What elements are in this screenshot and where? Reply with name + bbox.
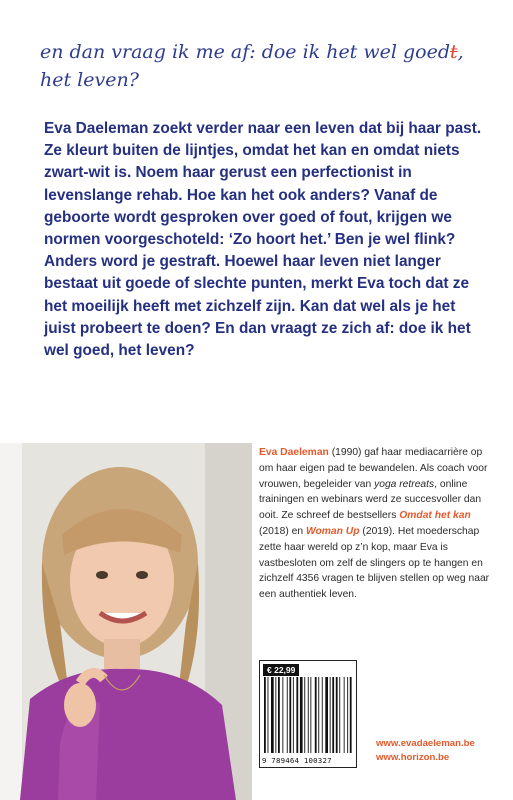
barcode-bar [322,677,323,753]
author-photo-illustration [0,443,252,800]
website-link-publisher[interactable]: www.horizon.be [376,751,450,763]
barcode-bar [310,677,311,753]
author-bio [259,445,494,603]
barcode-bar [289,677,291,753]
barcode-bar [264,677,266,753]
barcode-bar [282,677,283,753]
barcode-bar [308,677,309,753]
barcode-bar [347,677,348,753]
barcode-bar [315,677,317,753]
barcode-bar [278,677,280,753]
isbn-number: 9 789464 100327 [262,756,332,765]
barcode-bar [287,677,288,753]
barcode-bar [296,677,298,753]
bio-text-1: (1990) gaf haar mediacarrière op om haar eigen pad te bewandelen. Als coach voor vrouwen, begeleider van [259,447,488,490]
website-link-author[interactable]: www.evadaeleman.be [376,738,475,749]
barcode-bar [325,677,328,753]
author-photo [0,443,252,800]
book-title-2: Woman Up [305,525,360,537]
barcode-bar [293,677,294,753]
handwritten-line-1: en dan vraag ik me af: doe ik het wel goed [40,41,450,63]
barcode-bar [339,677,340,753]
bio-text-4: (2019). Het moederschap zette haar wereld op z’n kop, maar Eva is vastbesloten om zelf de slingers op te hangen en zichzelf 4356 vragen te blijven stellen op weg naar een authentiek leven. [259,525,490,601]
handwritten-comma: , [457,41,464,63]
author-name: Eva Daeleman [259,447,329,458]
barcode-bar [350,677,352,753]
barcode-panel [259,660,357,768]
bio-text-2: , online trainingen en webinars werd ze succesvoller dan ooit. Ze schreef de bestsellers [259,478,482,522]
barcode-bar [275,677,276,753]
barcode-bar [304,677,305,753]
barcode-icon [264,677,352,753]
handwritten-line-2: het leven? [40,69,139,91]
handwritten-struck-letter: t [450,41,458,63]
bio-text-3: (2018) en [259,525,306,537]
barcode-bar [344,677,345,753]
barcode-bar [318,677,319,753]
bio-emphasis: yoga retreats [374,478,435,490]
barcode-bar [271,677,274,753]
barcode-bar [268,677,269,753]
barcode-bar [336,677,338,753]
website-links [376,737,502,764]
book-title-1: Omdat het kan [399,510,471,522]
barcode-bar [300,677,303,753]
barcode-bar [330,677,331,753]
back-cover-blurb: Eva Daeleman zoekt verder naar een leven dat bij haar past. Ze kleurt buiten de lijntjes, omdat het kan en omdat niets zwart-wit is. Noem haar gerust een perfectionist in levenslange rehab. Hoe kan het ook anders? Vanaf de geboorte wordt gesproken over goed of fout, krijgen we normen voorgeschoteld: ‘Zo hoort het.’ Ben je wel flink? Anders word je gestraft. Hoewel haar leven niet langer bestaat uit goede of slechte punten, merkt Eva toch dat ze het moeilijk heeft met zichzelf zijn. Kan dat wel als je het juist probeert te doen? En dan vraagt ze zich af: doe ik het wel goed, het leven? [44,120,482,360]
handwritten-quote [40,38,480,94]
price-label: € 22,99 [263,664,299,676]
barcode-bar [332,677,334,753]
